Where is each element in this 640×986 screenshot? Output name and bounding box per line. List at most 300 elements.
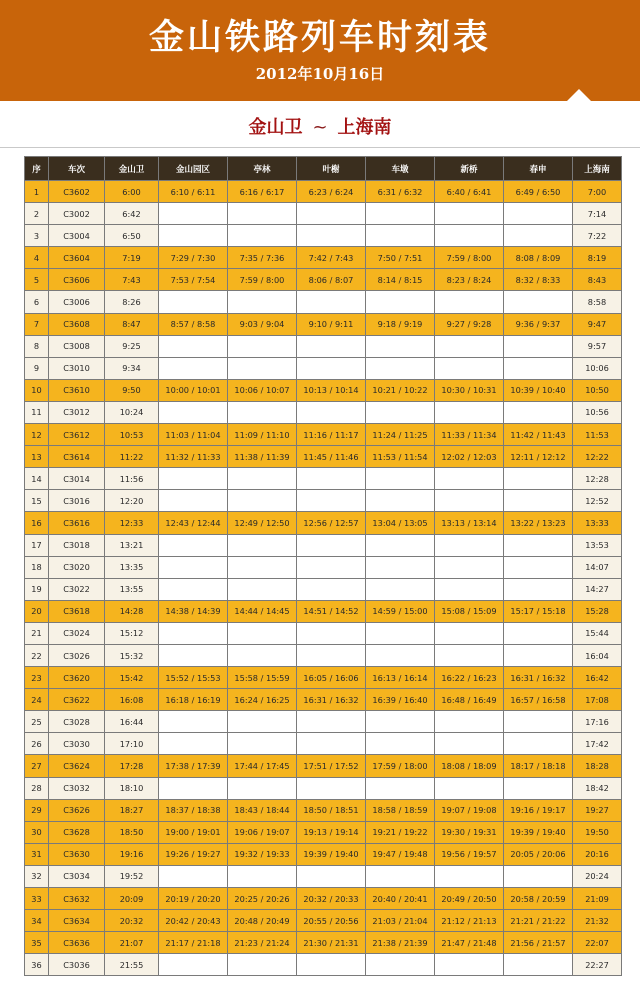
- table-cell: 22:27: [573, 954, 622, 976]
- column-header: 车墩: [366, 157, 435, 181]
- table-cell: 6:00: [105, 181, 159, 203]
- table-row: [25, 291, 622, 313]
- table-cell: 14:38 / 14:39: [159, 600, 228, 622]
- table-cell: 16:18 / 16:19: [159, 689, 228, 711]
- table-cell: 11:53 / 11:54: [366, 446, 435, 468]
- column-header: 金山卫: [105, 157, 159, 181]
- table-cell: C3634: [49, 910, 105, 932]
- table-cell: [366, 954, 435, 976]
- table-cell: 16:31 / 16:32: [297, 689, 366, 711]
- table-row: [25, 225, 622, 247]
- table-cell: 33: [25, 888, 49, 910]
- table-row: [25, 534, 622, 556]
- table-cell: 11:09 / 11:10: [228, 424, 297, 446]
- table-cell: 20:16: [573, 843, 622, 865]
- table-cell: 21:56 / 21:57: [504, 932, 573, 954]
- table-cell: 16:44: [105, 711, 159, 733]
- table-cell: [297, 468, 366, 490]
- table-cell: [297, 534, 366, 556]
- table-cell: [228, 777, 297, 799]
- table-cell: C3014: [49, 468, 105, 490]
- column-header: 新桥: [435, 157, 504, 181]
- table-cell: 13:33: [573, 512, 622, 534]
- table-cell: 20:32: [105, 910, 159, 932]
- table-cell: 12:49 / 12:50: [228, 512, 297, 534]
- table-cell: 12:28: [573, 468, 622, 490]
- table-cell: 19:27: [573, 799, 622, 821]
- table-row: [25, 556, 622, 578]
- table-cell: [297, 644, 366, 666]
- table-cell: [228, 335, 297, 357]
- table-row: [25, 269, 622, 291]
- table-cell: 18:50: [105, 821, 159, 843]
- table-cell: 11:22: [105, 446, 159, 468]
- table-cell: [228, 622, 297, 644]
- table-cell: 9:25: [105, 335, 159, 357]
- table-cell: [228, 490, 297, 512]
- table-cell: 19:47 / 19:48: [366, 843, 435, 865]
- table-cell: 21: [25, 622, 49, 644]
- table-cell: 23: [25, 667, 49, 689]
- table-cell: 19:39 / 19:40: [504, 821, 573, 843]
- table-cell: 20:24: [573, 865, 622, 887]
- table-cell: 15:08 / 15:09: [435, 600, 504, 622]
- table-row: [25, 203, 622, 225]
- table-row: [25, 910, 622, 932]
- table-cell: 11:45 / 11:46: [297, 446, 366, 468]
- table-cell: 16:48 / 16:49: [435, 689, 504, 711]
- table-cell: [159, 490, 228, 512]
- table-cell: 21:47 / 21:48: [435, 932, 504, 954]
- table-cell: 18:10: [105, 777, 159, 799]
- table-cell: 18:28: [573, 755, 622, 777]
- table-cell: 16:39 / 16:40: [366, 689, 435, 711]
- table-cell: C3608: [49, 313, 105, 335]
- table-cell: 8:43: [573, 269, 622, 291]
- table-cell: 13:55: [105, 578, 159, 600]
- table-cell: C3028: [49, 711, 105, 733]
- table-cell: 12:43 / 12:44: [159, 512, 228, 534]
- title-banner: [0, 0, 640, 101]
- table-row: [25, 512, 622, 534]
- table-row: [25, 755, 622, 777]
- table-cell: [366, 644, 435, 666]
- route-to: 上海南: [337, 117, 392, 138]
- table-cell: [297, 357, 366, 379]
- table-cell: [228, 954, 297, 976]
- table-cell: [435, 556, 504, 578]
- table-cell: [297, 203, 366, 225]
- table-cell: 19:26 / 19:27: [159, 843, 228, 865]
- table-cell: 19:56 / 19:57: [435, 843, 504, 865]
- table-cell: 6:42: [105, 203, 159, 225]
- table-cell: 10:06 / 10:07: [228, 379, 297, 401]
- table-cell: 7:42 / 7:43: [297, 247, 366, 269]
- table-cell: 16:04: [573, 644, 622, 666]
- table-row: [25, 622, 622, 644]
- table-cell: 15:44: [573, 622, 622, 644]
- table-cell: 35: [25, 932, 49, 954]
- table-cell: 15:28: [573, 600, 622, 622]
- table-cell: C3618: [49, 600, 105, 622]
- table-cell: [228, 291, 297, 313]
- table-cell: 8:57 / 8:58: [159, 313, 228, 335]
- table-cell: [366, 777, 435, 799]
- table-cell: 14: [25, 468, 49, 490]
- table-cell: 19:52: [105, 865, 159, 887]
- table-row: [25, 446, 622, 468]
- header-row: [25, 157, 622, 181]
- table-cell: 11:32 / 11:33: [159, 446, 228, 468]
- table-cell: 13:13 / 13:14: [435, 512, 504, 534]
- table-cell: [159, 335, 228, 357]
- table-cell: 21:38 / 21:39: [366, 932, 435, 954]
- table-cell: 19:16: [105, 843, 159, 865]
- table-cell: [228, 733, 297, 755]
- table-cell: 12: [25, 424, 49, 446]
- table-cell: [435, 534, 504, 556]
- table-cell: 19:50: [573, 821, 622, 843]
- table-cell: [504, 468, 573, 490]
- table-cell: 20: [25, 600, 49, 622]
- table-cell: C3614: [49, 446, 105, 468]
- table-cell: 9:57: [573, 335, 622, 357]
- table-cell: 11:53: [573, 424, 622, 446]
- table-cell: 19:13 / 19:14: [297, 821, 366, 843]
- table-cell: 11:03 / 11:04: [159, 424, 228, 446]
- table-cell: [228, 644, 297, 666]
- table-cell: 17:42: [573, 733, 622, 755]
- table-cell: [435, 401, 504, 423]
- route-separator: ~: [312, 117, 328, 138]
- table-cell: [366, 203, 435, 225]
- table-cell: [504, 733, 573, 755]
- table-cell: 12:20: [105, 490, 159, 512]
- table-cell: [435, 711, 504, 733]
- table-cell: 9:47: [573, 313, 622, 335]
- timetable-body: [25, 181, 622, 976]
- table-cell: 26: [25, 733, 49, 755]
- table-cell: C3632: [49, 888, 105, 910]
- table-cell: 20:42 / 20:43: [159, 910, 228, 932]
- table-cell: 18:43 / 18:44: [228, 799, 297, 821]
- table-cell: 15:32: [105, 644, 159, 666]
- table-cell: C3018: [49, 534, 105, 556]
- table-cell: [435, 225, 504, 247]
- column-header: 叶榭: [297, 157, 366, 181]
- table-cell: [366, 556, 435, 578]
- table-cell: [366, 357, 435, 379]
- table-cell: 19:32 / 19:33: [228, 843, 297, 865]
- table-row: [25, 644, 622, 666]
- table-cell: [228, 556, 297, 578]
- table-cell: 15:58 / 15:59: [228, 667, 297, 689]
- table-cell: 15:42: [105, 667, 159, 689]
- table-cell: 6:49 / 6:50: [504, 181, 573, 203]
- table-cell: [297, 578, 366, 600]
- table-cell: [504, 556, 573, 578]
- table-cell: 29: [25, 799, 49, 821]
- table-cell: 11:33 / 11:34: [435, 424, 504, 446]
- table-cell: 3: [25, 225, 49, 247]
- table-row: [25, 932, 622, 954]
- table-cell: [297, 401, 366, 423]
- table-cell: 8:23 / 8:24: [435, 269, 504, 291]
- table-cell: 10:24: [105, 401, 159, 423]
- table-row: [25, 843, 622, 865]
- table-cell: 15: [25, 490, 49, 512]
- table-cell: [297, 622, 366, 644]
- table-cell: 9:03 / 9:04: [228, 313, 297, 335]
- table-cell: 6:40 / 6:41: [435, 181, 504, 203]
- table-cell: 7:50 / 7:51: [366, 247, 435, 269]
- table-cell: C3006: [49, 291, 105, 313]
- table-cell: 19:16 / 19:17: [504, 799, 573, 821]
- table-row: [25, 888, 622, 910]
- table-cell: 16:08: [105, 689, 159, 711]
- table-cell: 7:43: [105, 269, 159, 291]
- table-cell: 7:59 / 8:00: [228, 269, 297, 291]
- table-cell: [435, 865, 504, 887]
- table-cell: 16:57 / 16:58: [504, 689, 573, 711]
- table-cell: [435, 291, 504, 313]
- table-cell: 7:14: [573, 203, 622, 225]
- page-title: 金山铁路列车时刻表: [148, 18, 491, 58]
- table-cell: 11:56: [105, 468, 159, 490]
- table-cell: [435, 644, 504, 666]
- table-cell: 16:05 / 16:06: [297, 667, 366, 689]
- table-cell: 1: [25, 181, 49, 203]
- table-cell: [435, 203, 504, 225]
- table-cell: 21:17 / 21:18: [159, 932, 228, 954]
- table-cell: [366, 534, 435, 556]
- table-cell: 17:59 / 18:00: [366, 755, 435, 777]
- table-cell: C3020: [49, 556, 105, 578]
- table-cell: 30: [25, 821, 49, 843]
- table-row: [25, 424, 622, 446]
- table-cell: 10:39 / 10:40: [504, 379, 573, 401]
- table-cell: [504, 865, 573, 887]
- table-cell: [228, 468, 297, 490]
- table-cell: 13:35: [105, 556, 159, 578]
- table-cell: C3612: [49, 424, 105, 446]
- table-cell: 21:07: [105, 932, 159, 954]
- table-cell: 12:56 / 12:57: [297, 512, 366, 534]
- table-cell: 5: [25, 269, 49, 291]
- table-cell: C3026: [49, 644, 105, 666]
- table-cell: [366, 468, 435, 490]
- table-cell: 14:44 / 14:45: [228, 600, 297, 622]
- table-cell: 17:08: [573, 689, 622, 711]
- table-cell: 14:59 / 15:00: [366, 600, 435, 622]
- table-cell: C3604: [49, 247, 105, 269]
- table-cell: 7:00: [573, 181, 622, 203]
- table-cell: [159, 711, 228, 733]
- table-cell: [504, 711, 573, 733]
- table-cell: [159, 777, 228, 799]
- table-cell: 15:52 / 15:53: [159, 667, 228, 689]
- table-row: [25, 401, 622, 423]
- table-cell: 19:00 / 19:01: [159, 821, 228, 843]
- table-cell: C3622: [49, 689, 105, 711]
- table-cell: 18: [25, 556, 49, 578]
- table-cell: [159, 401, 228, 423]
- table-cell: 7: [25, 313, 49, 335]
- table-cell: [297, 490, 366, 512]
- table-cell: [504, 954, 573, 976]
- table-cell: C3022: [49, 578, 105, 600]
- column-header: 序: [25, 157, 49, 181]
- table-cell: [159, 203, 228, 225]
- table-cell: [159, 225, 228, 247]
- table-cell: 10:53: [105, 424, 159, 446]
- table-cell: [504, 644, 573, 666]
- table-cell: [297, 954, 366, 976]
- column-header: 春申: [504, 157, 573, 181]
- table-cell: 20:09: [105, 888, 159, 910]
- table-cell: [435, 490, 504, 512]
- table-cell: 16:24 / 16:25: [228, 689, 297, 711]
- table-cell: 36: [25, 954, 49, 976]
- table-cell: 27: [25, 755, 49, 777]
- table-row: [25, 490, 622, 512]
- table-cell: 15:17 / 15:18: [504, 600, 573, 622]
- table-cell: [228, 203, 297, 225]
- table-cell: 17:38 / 17:39: [159, 755, 228, 777]
- table-cell: 16:13 / 16:14: [366, 667, 435, 689]
- table-cell: 20:32 / 20:33: [297, 888, 366, 910]
- table-cell: [297, 733, 366, 755]
- route-from: 金山卫: [248, 117, 303, 138]
- table-cell: [228, 225, 297, 247]
- column-header: 车次: [49, 157, 105, 181]
- table-cell: [504, 578, 573, 600]
- table-cell: 4: [25, 247, 49, 269]
- table-cell: 20:05 / 20:06: [504, 843, 573, 865]
- table-cell: 8:19: [573, 247, 622, 269]
- table-cell: [504, 401, 573, 423]
- table-cell: 10:00 / 10:01: [159, 379, 228, 401]
- table-cell: C3012: [49, 401, 105, 423]
- table-cell: 9:36 / 9:37: [504, 313, 573, 335]
- table-cell: [159, 865, 228, 887]
- table-cell: [159, 468, 228, 490]
- table-cell: [435, 578, 504, 600]
- table-cell: [297, 865, 366, 887]
- table-cell: 11: [25, 401, 49, 423]
- table-cell: 10:13 / 10:14: [297, 379, 366, 401]
- table-cell: 11:38 / 11:39: [228, 446, 297, 468]
- table-cell: [159, 357, 228, 379]
- table-cell: 22:07: [573, 932, 622, 954]
- table-cell: C3624: [49, 755, 105, 777]
- table-cell: 13:04 / 13:05: [366, 512, 435, 534]
- table-cell: 10:21 / 10:22: [366, 379, 435, 401]
- timetable: [24, 156, 622, 976]
- table-cell: 7:59 / 8:00: [435, 247, 504, 269]
- table-cell: [504, 490, 573, 512]
- table-cell: 9:50: [105, 379, 159, 401]
- table-cell: C3016: [49, 490, 105, 512]
- table-row: [25, 865, 622, 887]
- table-cell: 6: [25, 291, 49, 313]
- table-cell: 7:29 / 7:30: [159, 247, 228, 269]
- table-cell: 10: [25, 379, 49, 401]
- table-row: [25, 799, 622, 821]
- table-row: [25, 578, 622, 600]
- table-cell: 17:16: [573, 711, 622, 733]
- table-cell: 17:28: [105, 755, 159, 777]
- table-cell: 9:18 / 9:19: [366, 313, 435, 335]
- table-cell: [297, 225, 366, 247]
- table-cell: 8: [25, 335, 49, 357]
- table-cell: 16:22 / 16:23: [435, 667, 504, 689]
- table-cell: 28: [25, 777, 49, 799]
- table-cell: [435, 468, 504, 490]
- table-cell: 21:30 / 21:31: [297, 932, 366, 954]
- table-cell: 21:23 / 21:24: [228, 932, 297, 954]
- table-row: [25, 181, 622, 203]
- table-cell: [159, 954, 228, 976]
- table-cell: 12:11 / 12:12: [504, 446, 573, 468]
- table-cell: 10:30 / 10:31: [435, 379, 504, 401]
- table-cell: 20:55 / 20:56: [297, 910, 366, 932]
- table-cell: C3008: [49, 335, 105, 357]
- table-row: [25, 468, 622, 490]
- table-cell: 21:09: [573, 888, 622, 910]
- table-cell: 7:22: [573, 225, 622, 247]
- table-cell: 18:37 / 18:38: [159, 799, 228, 821]
- table-cell: 9:10 / 9:11: [297, 313, 366, 335]
- table-cell: C3610: [49, 379, 105, 401]
- table-cell: [297, 291, 366, 313]
- table-cell: 10:50: [573, 379, 622, 401]
- table-row: [25, 667, 622, 689]
- table-cell: 7:35 / 7:36: [228, 247, 297, 269]
- table-cell: 17: [25, 534, 49, 556]
- table-cell: 17:51 / 17:52: [297, 755, 366, 777]
- table-cell: 16:42: [573, 667, 622, 689]
- table-cell: [366, 490, 435, 512]
- table-cell: 8:08 / 8:09: [504, 247, 573, 269]
- table-cell: 8:58: [573, 291, 622, 313]
- table-cell: C3010: [49, 357, 105, 379]
- table-cell: [435, 733, 504, 755]
- table-row: [25, 821, 622, 843]
- table-cell: 15:12: [105, 622, 159, 644]
- table-cell: [228, 534, 297, 556]
- table-cell: [159, 556, 228, 578]
- table-cell: 20:48 / 20:49: [228, 910, 297, 932]
- table-cell: 20:40 / 20:41: [366, 888, 435, 910]
- route-heading: [0, 113, 640, 139]
- table-cell: 8:32 / 8:33: [504, 269, 573, 291]
- table-cell: [435, 777, 504, 799]
- table-cell: C3002: [49, 203, 105, 225]
- table-cell: [159, 291, 228, 313]
- table-cell: C3032: [49, 777, 105, 799]
- table-cell: 18:08 / 18:09: [435, 755, 504, 777]
- table-cell: 6:50: [105, 225, 159, 247]
- table-cell: [504, 291, 573, 313]
- table-cell: 18:58 / 18:59: [366, 799, 435, 821]
- table-row: [25, 777, 622, 799]
- table-cell: 12:02 / 12:03: [435, 446, 504, 468]
- table-cell: 12:33: [105, 512, 159, 534]
- table-row: [25, 335, 622, 357]
- table-row: [25, 954, 622, 976]
- table-cell: 17:10: [105, 733, 159, 755]
